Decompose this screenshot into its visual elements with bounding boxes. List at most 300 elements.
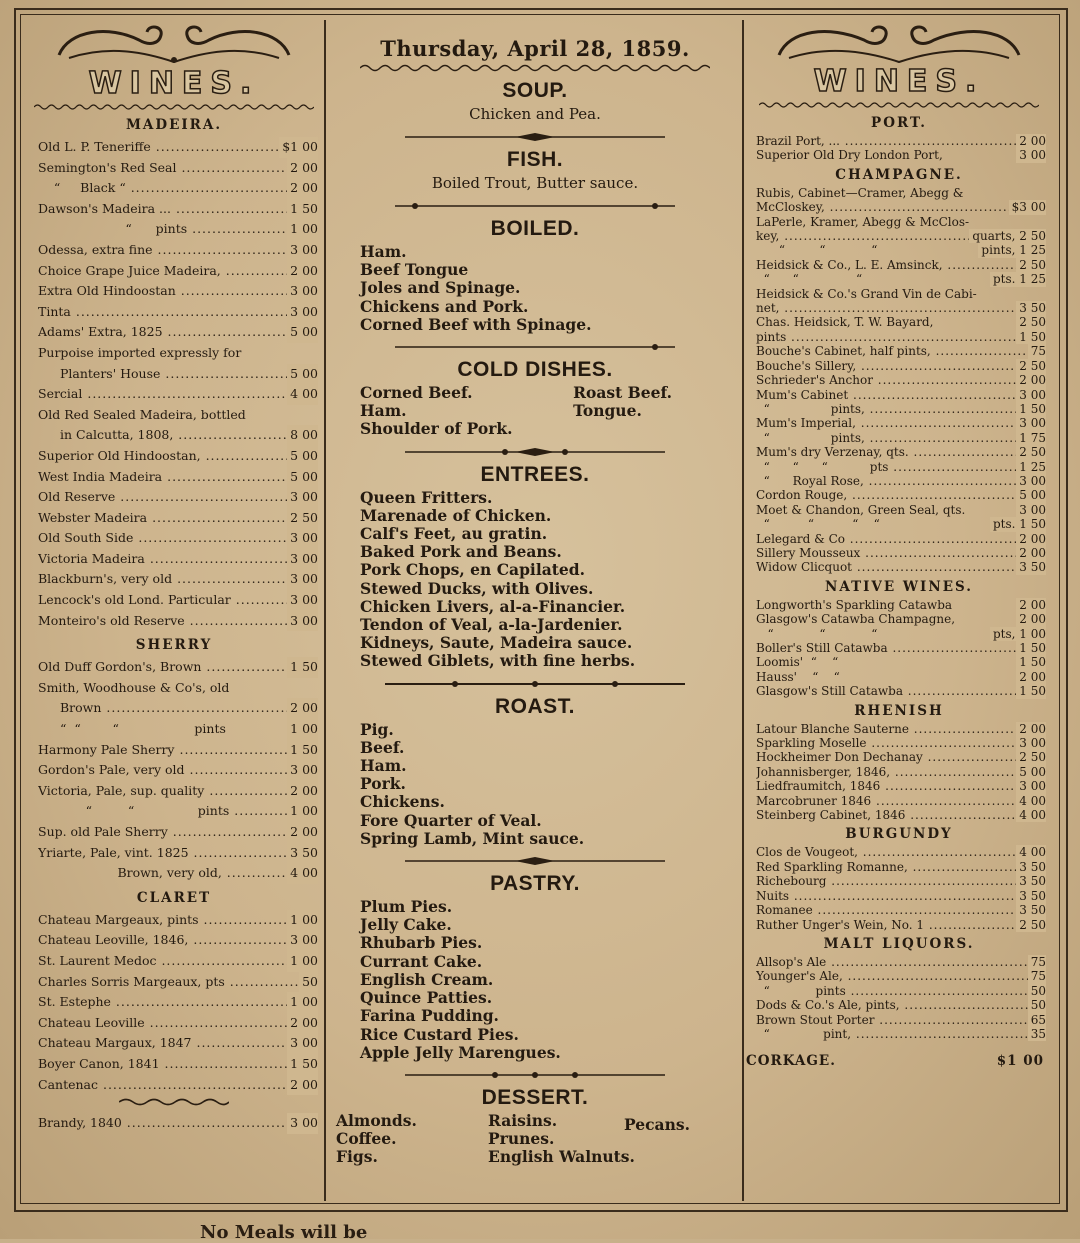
item-name: Hockheimer Don Dechanay ..... bbox=[756, 750, 1046, 764]
menu-item: Figs. bbox=[336, 1147, 378, 1167]
item-price: 1 50 bbox=[1016, 402, 1046, 416]
item-name: “ “ “ bbox=[756, 243, 878, 258]
ornamental-rule-icon bbox=[395, 342, 675, 352]
wine-item bbox=[24, 992, 324, 1013]
claret-list bbox=[24, 910, 324, 1095]
menu-item: Chicken Livers, al-a-Financier. bbox=[360, 596, 626, 616]
item-name: Cordon Rouge, ..... bbox=[756, 488, 1046, 502]
item-name: Adams' Extra, 1825 ..... bbox=[38, 322, 318, 343]
wine-item bbox=[746, 416, 1052, 430]
wine-item bbox=[746, 889, 1052, 903]
scroll-ornament-icon bbox=[49, 20, 299, 70]
menu-item: Raisins. bbox=[488, 1110, 558, 1130]
item-name: Johannisberger, 1846, ..... bbox=[756, 765, 1046, 779]
wine-item bbox=[746, 808, 1052, 822]
item-price: 2 00 bbox=[287, 178, 318, 199]
wine-item bbox=[746, 258, 1052, 272]
champagne-list bbox=[746, 186, 1052, 575]
cold-left bbox=[328, 384, 742, 439]
wine-item bbox=[24, 657, 324, 678]
wine-item bbox=[24, 843, 324, 864]
item-name: Mum's dry Verzenay, qts. ..... bbox=[756, 445, 1046, 459]
madeira-list bbox=[24, 137, 324, 631]
item-name: Harmony Pale Sherry ..... bbox=[38, 740, 318, 761]
wine-item bbox=[746, 431, 1052, 445]
item-name: “ “ “ “ bbox=[756, 517, 880, 532]
item-name: Richebourg ..... bbox=[756, 874, 1046, 888]
pastry-list bbox=[328, 898, 742, 1062]
wine-item bbox=[24, 302, 324, 323]
item-name: Yriarte, Pale, vint. 1825 ..... bbox=[38, 843, 318, 864]
item-price: 3 50 bbox=[1016, 874, 1046, 888]
item-name: Schrieder's Anchor ..... bbox=[756, 373, 1046, 387]
item-name: Moet & Chandon, Green Seal, qts. bbox=[756, 502, 966, 517]
port-heading: PORT. bbox=[871, 115, 927, 131]
item-price: 3 00 bbox=[287, 760, 318, 781]
native-wines-list bbox=[746, 598, 1052, 699]
item-price: 3 00 bbox=[287, 611, 318, 632]
item-price: pts. 1 50 bbox=[990, 517, 1046, 531]
item-name: Boller's Still Catawba ..... bbox=[756, 641, 1046, 655]
item-name: Ruther Unger's Wein, No. 1 ..... bbox=[756, 918, 1046, 932]
item-price: 1 50 bbox=[1016, 641, 1046, 655]
item-price: 2 50 bbox=[1016, 918, 1046, 932]
wine-item bbox=[24, 261, 324, 282]
wine-item bbox=[24, 137, 324, 158]
wine-item bbox=[24, 611, 324, 632]
item-name: Sercial ..... bbox=[38, 384, 318, 405]
item-name: Chateau Leoville ..... bbox=[38, 1013, 318, 1034]
wine-item bbox=[24, 801, 324, 822]
item-price: 1 00 bbox=[287, 719, 318, 740]
item-name: Boyer Canon, 1841 ..... bbox=[38, 1054, 318, 1075]
menu-item: Stewed Ducks, with Olives. bbox=[360, 578, 594, 598]
native-wines-heading: NATIVE WINES. bbox=[825, 578, 973, 595]
item-price: 1 00 bbox=[287, 801, 318, 822]
wine-item bbox=[746, 918, 1052, 932]
menu-item: Ham. bbox=[360, 242, 407, 261]
menu-item: Queen Fritters. bbox=[360, 487, 493, 507]
menu-item: Apple Jelly Marengues. bbox=[360, 1042, 561, 1062]
item-name: Clos de Vougeot, ..... bbox=[756, 845, 1046, 859]
boiled-heading: BOILED. bbox=[490, 217, 580, 240]
wine-item bbox=[746, 148, 1052, 162]
item-name: “ pints, ..... bbox=[756, 402, 1046, 416]
burgundy-heading: BURGUNDY bbox=[845, 826, 953, 843]
wine-item bbox=[24, 930, 324, 951]
wine-item bbox=[746, 488, 1052, 502]
item-price: pts, 1 00 bbox=[990, 627, 1046, 641]
wine-item bbox=[746, 598, 1052, 612]
pastry-heading: PASTRY. bbox=[490, 872, 580, 896]
item-price: 1 50 bbox=[1016, 684, 1046, 698]
item-name: Nuits ..... bbox=[756, 889, 1046, 903]
item-price: 2 00 bbox=[287, 158, 318, 179]
wine-item bbox=[746, 359, 1052, 373]
menu-item: Jelly Cake. bbox=[360, 915, 452, 935]
wine-item bbox=[24, 1054, 324, 1075]
item-price: 50 bbox=[299, 972, 318, 993]
item-price: 3 50 bbox=[1016, 560, 1046, 574]
item-price: 3 00 bbox=[287, 569, 318, 590]
item-name: Liedfraumitch, 1846 ..... bbox=[756, 779, 1046, 793]
item-name: Sillery Mousseux ..... bbox=[756, 546, 1046, 560]
item-name: Dawson's Madeira ... ..... bbox=[38, 199, 318, 220]
wine-item bbox=[746, 200, 1052, 214]
item-name: Latour Blanche Sauterne ..... bbox=[756, 722, 1046, 736]
item-name: “ “ “ bbox=[756, 272, 863, 287]
wine-item bbox=[746, 969, 1052, 983]
item-name: Lelegard & Co ..... bbox=[756, 532, 1046, 546]
brandy-item bbox=[24, 1113, 324, 1134]
wine-item bbox=[24, 199, 324, 220]
wine-item bbox=[24, 590, 324, 611]
item-price: 3 00 bbox=[287, 1113, 318, 1134]
wine-item bbox=[746, 330, 1052, 344]
corkage-row bbox=[746, 1053, 1052, 1073]
item-price: 3 00 bbox=[1016, 736, 1046, 750]
wine-item bbox=[746, 344, 1052, 358]
item-price: 1 75 bbox=[1016, 431, 1046, 445]
menu-item: Rhubarb Pies. bbox=[360, 933, 483, 953]
item-name: Monteiro's old Reserve ..... bbox=[38, 611, 318, 632]
menu-item: Chicken and Pea. bbox=[469, 105, 601, 123]
item-price: $3 00 bbox=[1009, 200, 1046, 214]
item-name: LaPerle, Kramer, Abegg & McClos- bbox=[756, 214, 970, 229]
item-name: Heidsick & Co.'s Grand Vin de Cabi- bbox=[756, 286, 977, 301]
item-name: Superior Old Hindoostan, ..... bbox=[38, 446, 318, 467]
wine-item bbox=[746, 670, 1052, 684]
item-name: “ “ “ pints bbox=[60, 721, 226, 737]
item-name: Younger's Ale, ..... bbox=[756, 969, 1046, 983]
wine-item bbox=[24, 240, 324, 261]
item-name: Chateau Margeaux, pints ..... bbox=[38, 910, 318, 931]
item-price: 3 00 bbox=[287, 930, 318, 951]
item-name: Chas. Heidsick, T. W. Bayard, bbox=[756, 315, 934, 330]
wine-item bbox=[746, 229, 1052, 243]
item-name: Old Duff Gordon's, Brown ..... bbox=[38, 657, 318, 678]
menu-item: Rice Custard Pies. bbox=[360, 1024, 519, 1044]
wine-item bbox=[24, 569, 324, 590]
madeira-heading: MADEIRA. bbox=[125, 117, 223, 133]
item-price: 3 00 bbox=[1016, 148, 1046, 162]
item-price: 65 bbox=[1028, 1013, 1046, 1027]
wine-item bbox=[24, 549, 324, 570]
item-name: Tinta ..... bbox=[38, 302, 318, 323]
item-price: 50 bbox=[1028, 984, 1046, 998]
item-name: Brazil Port, ... ..... bbox=[756, 134, 1046, 148]
item-name: Smith, Woodhouse & Co's, old bbox=[38, 679, 230, 695]
entrees-list bbox=[328, 489, 742, 671]
item-price: 75 bbox=[1028, 969, 1046, 983]
item-price: 1 50 bbox=[287, 1054, 318, 1075]
claret-heading: CLARET bbox=[136, 889, 212, 906]
ornamental-rule-icon bbox=[405, 1070, 665, 1080]
menu-item: Shoulder of Pork. bbox=[360, 419, 513, 439]
wine-item bbox=[746, 765, 1052, 779]
port-list bbox=[746, 134, 1052, 163]
item-price: 75 bbox=[1028, 344, 1046, 358]
wines-title: WINES. bbox=[88, 66, 260, 101]
item-price: 1 25 bbox=[1016, 460, 1046, 474]
item-name: Extra Old Hindoostan ..... bbox=[38, 281, 318, 302]
wine-item bbox=[24, 384, 324, 405]
menu-item: Corned Beef. bbox=[360, 383, 473, 403]
item-name: Steinberg Cabinet, 1846 ..... bbox=[756, 808, 1046, 822]
item-name: “ pint, ..... bbox=[756, 1027, 1046, 1041]
wine-item bbox=[746, 779, 1052, 793]
item-price: 1 00 bbox=[287, 219, 318, 240]
item-price: pts. 1 25 bbox=[990, 272, 1046, 286]
menu-item: Calf's Feet, au gratin. bbox=[360, 524, 548, 544]
item-name: Glasgow's Still Catawba ..... bbox=[756, 684, 1046, 698]
wavy-rule-icon bbox=[34, 103, 314, 111]
wine-item bbox=[746, 722, 1052, 736]
item-price: 4 00 bbox=[287, 384, 318, 405]
item-name: Romanee ..... bbox=[756, 903, 1046, 917]
menu-item: Beef Tongue bbox=[360, 260, 469, 280]
wine-item bbox=[746, 998, 1052, 1012]
fish-heading: FISH. bbox=[506, 148, 564, 171]
item-name: Bouche's Cabinet, half pints, ..... bbox=[756, 344, 1046, 358]
wine-item bbox=[746, 532, 1052, 546]
ornamental-rule-icon bbox=[405, 447, 665, 457]
wine-item bbox=[24, 1075, 324, 1096]
item-price: 1 50 bbox=[1016, 330, 1046, 344]
item-price: 4 00 bbox=[287, 863, 318, 884]
wine-item bbox=[746, 736, 1052, 750]
wine-item bbox=[746, 560, 1052, 574]
wine-item bbox=[24, 364, 324, 385]
item-price: 3 50 bbox=[1016, 889, 1046, 903]
wine-item bbox=[24, 467, 324, 488]
item-name: Longworth's Sparkling Catawba bbox=[756, 597, 953, 612]
item-price: 1 50 bbox=[287, 740, 318, 761]
wine-item bbox=[746, 684, 1052, 698]
item-name: Brown Stout Porter ..... bbox=[756, 1013, 1046, 1027]
wine-item bbox=[746, 955, 1052, 969]
item-name: Sparkling Moselle ..... bbox=[756, 736, 1046, 750]
item-price: 2 00 bbox=[1016, 722, 1046, 736]
menu-item: Pork. bbox=[360, 774, 406, 794]
item-price: quarts, 2 50 bbox=[969, 229, 1046, 243]
menu-item: Chickens and Pork. bbox=[360, 296, 529, 316]
menu-item: Prunes. bbox=[488, 1129, 555, 1149]
item-price: 2 00 bbox=[1016, 670, 1046, 684]
item-price: 5 00 bbox=[287, 446, 318, 467]
item-name: Odessa, extra fine ..... bbox=[38, 240, 318, 261]
wine-item bbox=[24, 719, 324, 740]
item-name: Blackburn's, very old ..... bbox=[38, 569, 318, 590]
wine-item bbox=[24, 951, 324, 972]
wine-item bbox=[24, 405, 324, 426]
wine-item bbox=[746, 445, 1052, 459]
wine-item bbox=[24, 219, 324, 240]
menu-item: English Walnuts. bbox=[488, 1147, 635, 1167]
wine-item bbox=[746, 215, 1052, 229]
rhenish-heading: RHENISH bbox=[854, 702, 944, 719]
item-name: Allsop's Ale ..... bbox=[756, 955, 1046, 969]
item-name: “ pints ..... bbox=[756, 984, 1046, 998]
item-name: Webster Madeira ..... bbox=[38, 508, 318, 529]
wine-item bbox=[746, 402, 1052, 416]
wine-item bbox=[746, 1013, 1052, 1027]
item-price: 3 00 bbox=[1016, 416, 1046, 430]
item-price: 3 00 bbox=[287, 528, 318, 549]
item-price: 4 00 bbox=[1016, 845, 1046, 859]
wine-item bbox=[746, 503, 1052, 517]
item-price: 3 00 bbox=[1016, 474, 1046, 488]
item-price: 2 00 bbox=[1016, 134, 1046, 148]
menu-item: Pecans. bbox=[624, 1114, 690, 1134]
item-price: 2 00 bbox=[287, 781, 318, 802]
item-price: 3 00 bbox=[287, 549, 318, 570]
menu-item: Spring Lamb, Mint sauce. bbox=[360, 828, 585, 848]
wine-item bbox=[24, 863, 324, 884]
item-name: Dods & Co.'s Ale, pints, ..... bbox=[756, 998, 1046, 1012]
item-price: 3 00 bbox=[287, 590, 318, 611]
item-name: Old South Side ..... bbox=[38, 528, 318, 549]
wine-item bbox=[746, 474, 1052, 488]
bill-of-fare-column bbox=[328, 20, 744, 1201]
wavy-divider-icon bbox=[119, 1097, 229, 1107]
menu-item: Stewed Giblets, with fine herbs. bbox=[360, 651, 636, 671]
item-price: 3 00 bbox=[287, 487, 318, 508]
item-price: 2 00 bbox=[287, 261, 318, 282]
item-price: 3 00 bbox=[287, 302, 318, 323]
item-price: $1 00 bbox=[279, 137, 318, 158]
menu-item: Coffee. bbox=[336, 1129, 397, 1149]
corkage-price: $1 00 bbox=[996, 1053, 1044, 1070]
menu-item: Ham. bbox=[360, 401, 407, 421]
footer-text: No Meals will be bbox=[200, 1222, 368, 1243]
wine-item bbox=[746, 860, 1052, 874]
wine-item bbox=[24, 487, 324, 508]
item-price: 8 00 bbox=[287, 425, 318, 446]
item-name: Victoria, Pale, sup. quality ..... bbox=[38, 781, 318, 802]
item-price: 2 50 bbox=[1016, 315, 1046, 329]
wine-item bbox=[746, 373, 1052, 387]
item-price: 5 00 bbox=[287, 364, 318, 385]
item-price: 2 50 bbox=[287, 508, 318, 529]
item-price: 5 00 bbox=[287, 467, 318, 488]
ornamental-rule-icon bbox=[385, 679, 685, 689]
wine-item bbox=[746, 1027, 1052, 1041]
item-name: Brown ..... bbox=[60, 698, 318, 719]
item-name: Chateau Leoville, 1846, ..... bbox=[38, 930, 318, 951]
champagne-heading: CHAMPAGNE. bbox=[835, 166, 963, 183]
malt-liquors-heading: MALT LIQUORS. bbox=[823, 935, 975, 952]
menu-item: Tongue. bbox=[573, 401, 642, 421]
item-name: Mum's Imperial, ..... bbox=[756, 416, 1046, 430]
scroll-ornament-icon bbox=[769, 20, 1029, 68]
wine-item bbox=[24, 781, 324, 802]
item-price: 2 50 bbox=[1016, 359, 1046, 373]
wine-item bbox=[24, 425, 324, 446]
item-price: 3 00 bbox=[1016, 388, 1046, 402]
item-price: pints, 1 25 bbox=[978, 243, 1046, 257]
menu-item: Roast Beef. bbox=[573, 383, 672, 403]
cold-dishes-list bbox=[328, 384, 742, 439]
wines-title-right: WINES. bbox=[813, 64, 985, 99]
item-price: 4 00 bbox=[1016, 808, 1046, 822]
right-wine-column bbox=[746, 20, 1052, 1201]
wine-item bbox=[24, 740, 324, 761]
item-name: Brown, very old, ..... bbox=[38, 863, 318, 884]
soup-heading: SOUP. bbox=[502, 79, 568, 102]
left-wine-column bbox=[24, 20, 326, 1201]
item-price: 1 50 bbox=[287, 199, 318, 220]
item-price: 2 00 bbox=[287, 1013, 318, 1034]
item-name: McCloskey, ..... bbox=[756, 200, 1046, 214]
menu-item: Currant Cake. bbox=[360, 951, 483, 971]
item-price: 1 50 bbox=[1016, 655, 1046, 669]
wine-item bbox=[746, 903, 1052, 917]
item-name: in Calcutta, 1808, ..... bbox=[60, 425, 318, 446]
item-price: 2 50 bbox=[1016, 750, 1046, 764]
menu-item: Almonds. bbox=[336, 1110, 417, 1130]
sherry-heading: SHERRY bbox=[135, 637, 213, 654]
menu-item: English Cream. bbox=[360, 969, 494, 989]
item-price: 4 00 bbox=[1016, 794, 1046, 808]
wine-item bbox=[746, 460, 1052, 474]
menu-item: Pig. bbox=[360, 719, 394, 739]
item-price: 5 00 bbox=[287, 322, 318, 343]
item-price: 2 00 bbox=[1016, 546, 1046, 560]
item-name: Rubis, Cabinet—Cramer, Abegg & bbox=[756, 185, 964, 200]
menu-item: Joles and Spinage. bbox=[360, 278, 521, 298]
menu-item: Plum Pies. bbox=[360, 897, 453, 917]
item-price: 3 00 bbox=[287, 240, 318, 261]
fish-list bbox=[328, 174, 742, 193]
item-name: Old L. P. Teneriffe ..... bbox=[38, 137, 318, 158]
wine-item bbox=[24, 822, 324, 843]
dessert-list bbox=[328, 1112, 742, 1172]
wine-item bbox=[24, 446, 324, 467]
item-name: Loomis' “ “ bbox=[756, 655, 839, 670]
wine-item bbox=[746, 301, 1052, 315]
wine-item bbox=[746, 874, 1052, 888]
soup-list bbox=[328, 105, 742, 124]
item-name: Widow Clicquot ..... bbox=[756, 560, 1046, 574]
item-name: Hauss' “ “ bbox=[756, 669, 840, 684]
wine-item bbox=[746, 287, 1052, 301]
item-name: “ Royal Rose, ..... bbox=[756, 474, 1046, 488]
item-name: Glasgow's Catawba Champagne, bbox=[756, 612, 956, 627]
burgundy-list bbox=[746, 845, 1052, 931]
wine-item bbox=[746, 627, 1052, 641]
item-name: Mum's Cabinet ..... bbox=[756, 388, 1046, 402]
wine-item bbox=[24, 343, 324, 364]
item-price: 35 bbox=[1028, 1027, 1046, 1041]
item-price: 3 50 bbox=[1016, 903, 1046, 917]
wine-item bbox=[24, 281, 324, 302]
menu-item: Farina Pudding. bbox=[360, 1006, 499, 1026]
item-price: 2 50 bbox=[1016, 258, 1046, 272]
item-price: 3 00 bbox=[287, 281, 318, 302]
roast-list bbox=[328, 721, 742, 848]
menu-item: Baked Pork and Beans. bbox=[360, 542, 562, 562]
wine-item bbox=[746, 243, 1052, 257]
item-name: Lencock's old Lond. Particular ..... bbox=[38, 590, 318, 611]
item-price: 3 00 bbox=[1016, 779, 1046, 793]
ornamental-rule-icon bbox=[405, 132, 665, 142]
ornamental-rule-icon bbox=[395, 201, 675, 211]
menu-item: Ham. bbox=[360, 756, 407, 776]
wine-item bbox=[24, 910, 324, 931]
ornamental-rule-icon bbox=[405, 856, 665, 866]
item-price: 2 00 bbox=[1016, 612, 1046, 626]
